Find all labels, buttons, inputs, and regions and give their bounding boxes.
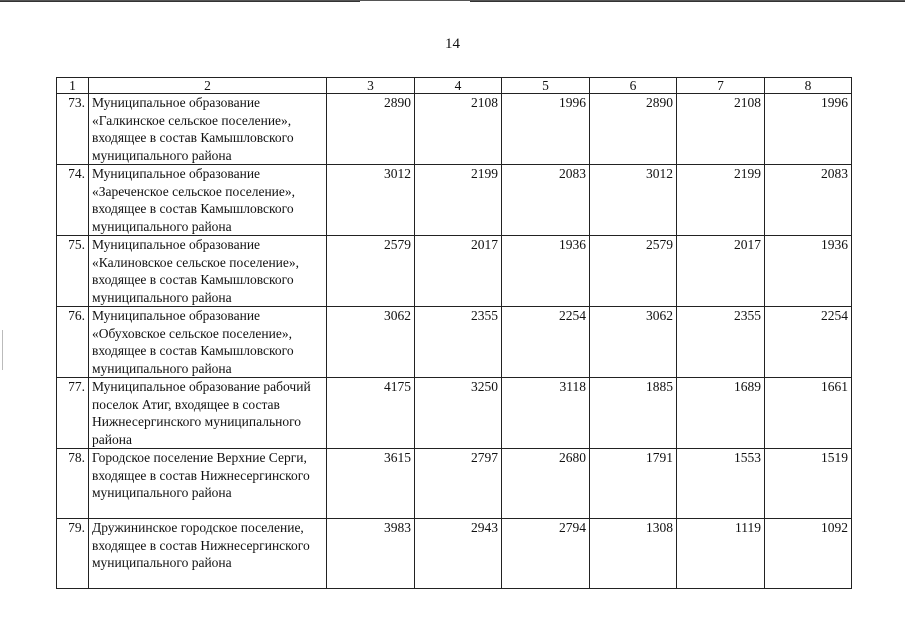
- value-cell: 1936: [502, 236, 590, 307]
- value-cell: 2017: [677, 236, 765, 307]
- value-cell: 1996: [765, 94, 852, 165]
- value-cell: 3250: [415, 378, 502, 449]
- table-row: [57, 449, 852, 519]
- value-cell: 2108: [677, 94, 765, 165]
- value-cell: 2254: [765, 307, 852, 378]
- value-cell: 3012: [590, 165, 677, 236]
- value-cell: 3983: [327, 519, 415, 589]
- row-number: 74.: [57, 165, 89, 236]
- value-cell: 2017: [415, 236, 502, 307]
- value-cell: 2199: [677, 165, 765, 236]
- value-cell: 3062: [327, 307, 415, 378]
- municipality-name: Дружининское городское поселение, входящее в состав Нижнесергинского муниципального района: [89, 519, 327, 589]
- table-row: [57, 378, 852, 449]
- table-row: [57, 307, 852, 378]
- row-number: 77.: [57, 378, 89, 449]
- value-cell: 2579: [327, 236, 415, 307]
- value-cell: 2083: [502, 165, 590, 236]
- row-number: 75.: [57, 236, 89, 307]
- value-cell: 1308: [590, 519, 677, 589]
- value-cell: 2355: [677, 307, 765, 378]
- value-cell: 2680: [502, 449, 590, 519]
- value-cell: 2890: [590, 94, 677, 165]
- row-number: 76.: [57, 307, 89, 378]
- value-cell: 4175: [327, 378, 415, 449]
- table-row: [57, 165, 852, 236]
- column-header: 4: [415, 78, 502, 94]
- page-top-edge: [0, 0, 905, 3]
- value-cell: 1519: [765, 449, 852, 519]
- value-cell: 1689: [677, 378, 765, 449]
- value-cell: 2199: [415, 165, 502, 236]
- municipality-name: Муниципальное образование рабочий поселок Атиг, входящее в состав Нижнесергинского муниципального района: [89, 378, 327, 449]
- value-cell: 2797: [415, 449, 502, 519]
- value-cell: 2890: [327, 94, 415, 165]
- data-table: [56, 77, 852, 589]
- value-cell: 1661: [765, 378, 852, 449]
- table-row: [57, 94, 852, 165]
- municipality-name: Муниципальное образование «Калиновское сельское поселение», входящее в состав Камышловского муниципального района: [89, 236, 327, 307]
- value-cell: 1092: [765, 519, 852, 589]
- value-cell: 3062: [590, 307, 677, 378]
- value-cell: 2083: [765, 165, 852, 236]
- value-cell: 1119: [677, 519, 765, 589]
- value-cell: 3118: [502, 378, 590, 449]
- column-header: 6: [590, 78, 677, 94]
- value-cell: 3012: [327, 165, 415, 236]
- municipality-name: Муниципальное образование «Обуховское сельское поселение», входящее в состав Камышловского муниципального района: [89, 307, 327, 378]
- column-header: 2: [89, 78, 327, 94]
- column-header: 1: [57, 78, 89, 94]
- column-header: 8: [765, 78, 852, 94]
- value-cell: 1553: [677, 449, 765, 519]
- column-header: 3: [327, 78, 415, 94]
- municipality-name: Муниципальное образование «Зареченское сельское поселение», входящее в состав Камышловского муниципального района: [89, 165, 327, 236]
- table-row: [57, 236, 852, 307]
- value-cell: 1885: [590, 378, 677, 449]
- column-header: 5: [502, 78, 590, 94]
- value-cell: 2794: [502, 519, 590, 589]
- value-cell: 2943: [415, 519, 502, 589]
- table-header-row: [57, 78, 852, 94]
- value-cell: 1996: [502, 94, 590, 165]
- scan-margin-mark: [2, 330, 3, 370]
- value-cell: 2579: [590, 236, 677, 307]
- municipality-name: Муниципальное образование «Галкинское сельское поселение», входящее в состав Камышловского муниципального района: [89, 94, 327, 165]
- municipality-name: Городское поселение Верхние Серги, входящее в состав Нижнесергинского муниципального района: [89, 449, 327, 519]
- value-cell: 2355: [415, 307, 502, 378]
- row-number: 78.: [57, 449, 89, 519]
- value-cell: 2108: [415, 94, 502, 165]
- table-row: [57, 519, 852, 589]
- value-cell: 1791: [590, 449, 677, 519]
- row-number: 79.: [57, 519, 89, 589]
- page-number: 14: [445, 36, 460, 52]
- value-cell: 3615: [327, 449, 415, 519]
- row-number: 73.: [57, 94, 89, 165]
- column-header: 7: [677, 78, 765, 94]
- value-cell: 1936: [765, 236, 852, 307]
- value-cell: 2254: [502, 307, 590, 378]
